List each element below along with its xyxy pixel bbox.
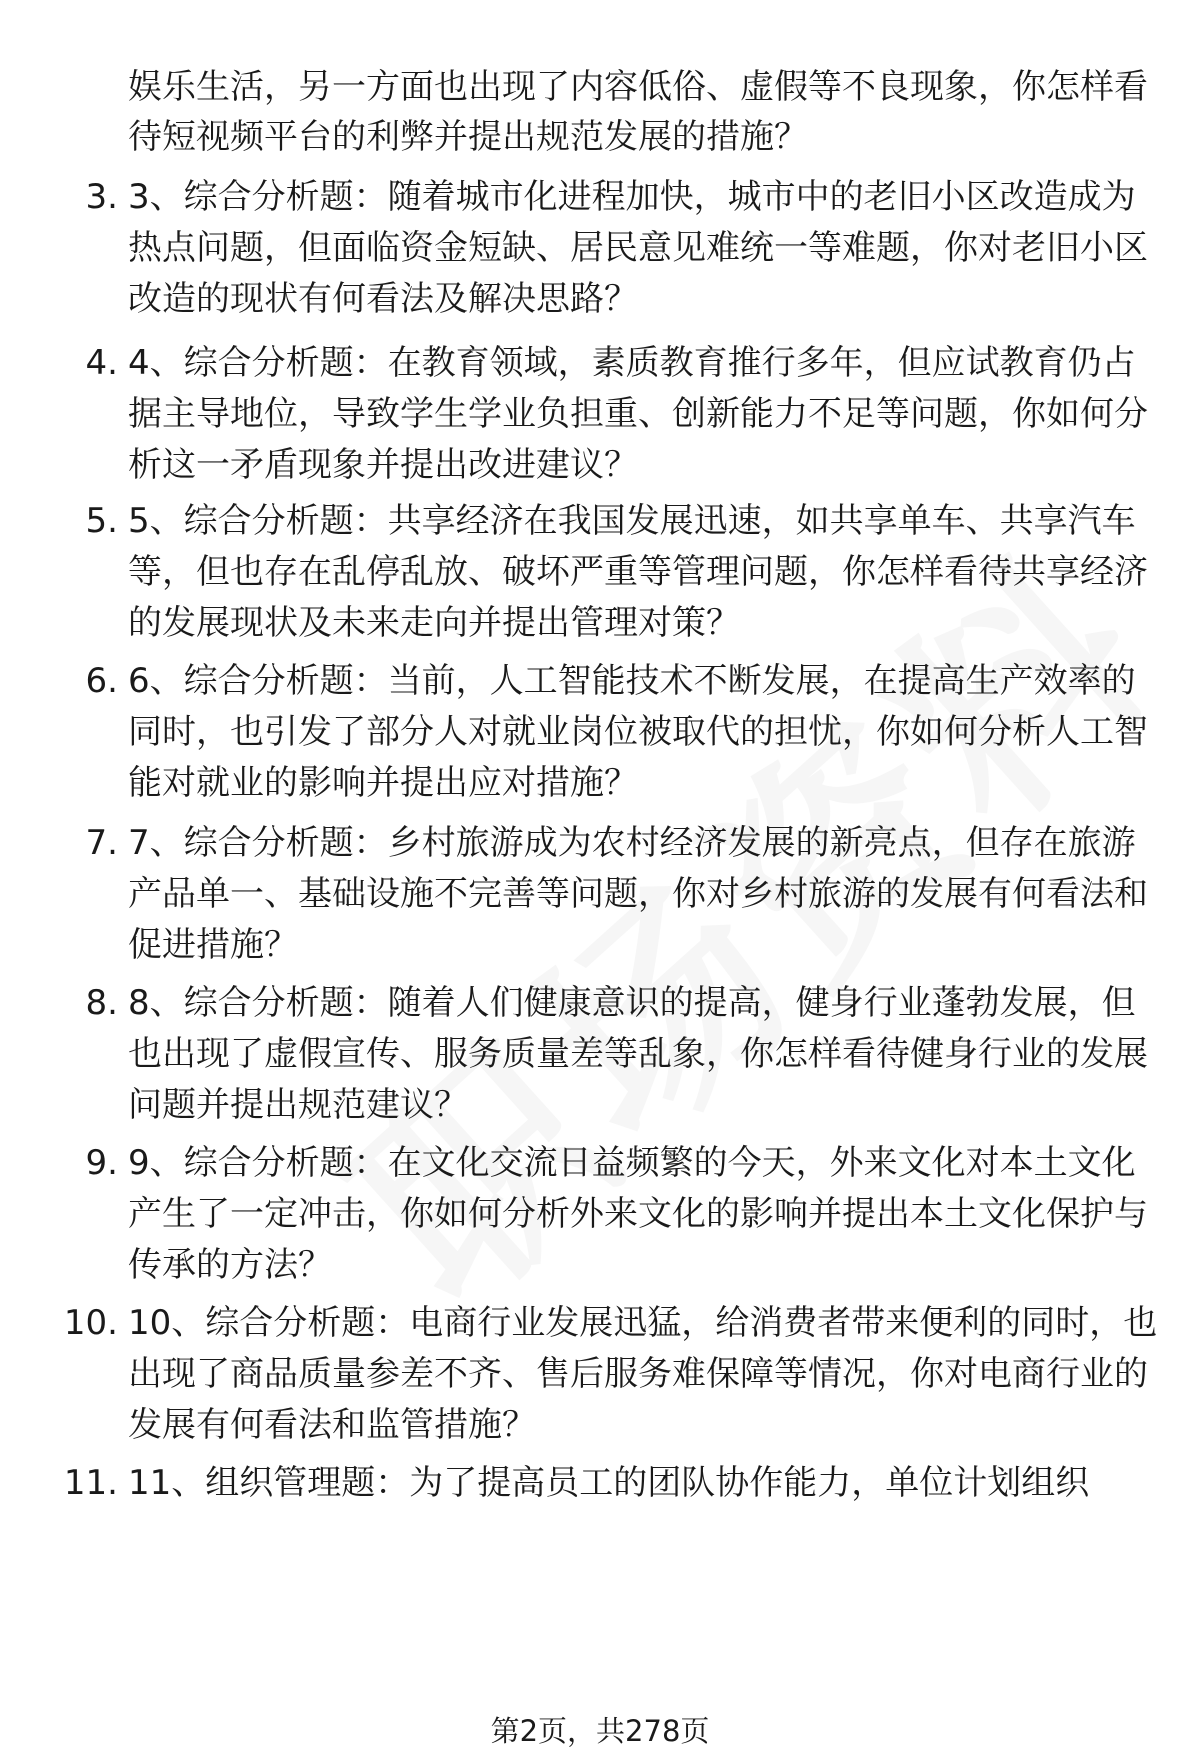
list-item-number: 8. <box>85 983 118 1023</box>
page-footer: 第2页，共278页 <box>490 1714 710 1748</box>
list-item-text: 9、综合分析题：在文化交流日益频繁的今天，外来文化对本土文化产生了一定冲击，你如何分析外来文化的影响并提出本土文化保护与传承的方法？ <box>128 1143 1148 1285</box>
list-item-text: 4、综合分析题：在教育领域，素质教育推行多年，但应试教育仍占据主导地位，导致学生学业负担重、创新能力不足等问题，你如何分析这一矛盾现象并提出改进建议？ <box>128 343 1148 485</box>
list-item-text: 3、综合分析题：随着城市化进程加快，城市中的老旧小区改造成为热点问题，但面临资金短缺、居民意见难统一等难题，你对老旧小区改造的现状有何看法及解决思路？ <box>128 177 1148 319</box>
list-item-text: 10、综合分析题：电商行业发展迅猛，给消费者带来便利的同时，也出现了商品质量参差不齐、售后服务难保障等情况，你对电商行业的发展有何看法和监管措施？ <box>128 1303 1158 1445</box>
list-item-number: 5. <box>85 501 118 541</box>
list-item-text: 8、综合分析题：随着人们健康意识的提高，健身行业蓬勃发展，但也出现了虚假宣传、服务质量差等乱象，你怎样看待健身行业的发展问题并提出规范建议？ <box>128 983 1148 1125</box>
list-item-text: 5、综合分析题：共享经济在我国发展迅速，如共享单车、共享汽车等，但也存在乱停乱放、破坏严重等管理问题，你怎样看待共享经济的发展现状及未来走向并提出管理对策？ <box>128 501 1148 643</box>
list-item-text: 7、综合分析题：乡村旅游成为农村经济发展的新亮点，但存在旅游产品单一、基础设施不完善等问题，你对乡村旅游的发展有何看法和促进措施？ <box>128 823 1148 965</box>
continuation-paragraph: 娱乐生活，另一方面也出现了内容低俗、虚假等不良现象，你怎样看待短视频平台的利弊并提出规范发展的措施？ <box>128 67 1148 157</box>
list-item-number: 10. <box>63 1303 118 1343</box>
list-item-number: 3. <box>85 177 118 217</box>
list-item-number: 4. <box>85 343 118 383</box>
list-item-text: 6、综合分析题：当前，人工智能技术不断发展，在提高生产效率的同时，也引发了部分人对就业岗位被取代的担忧，你如何分析人工智能对就业的影响并提出应对措施？ <box>128 661 1148 803</box>
list-item-number: 6. <box>85 661 118 701</box>
list-item-number: 9. <box>85 1143 118 1183</box>
list-item-number: 11. <box>63 1463 118 1503</box>
list-item-number: 7. <box>85 823 118 863</box>
list-item-text: 11、组织管理题：为了提高员工的团队协作能力，单位计划组织 <box>128 1463 1090 1503</box>
